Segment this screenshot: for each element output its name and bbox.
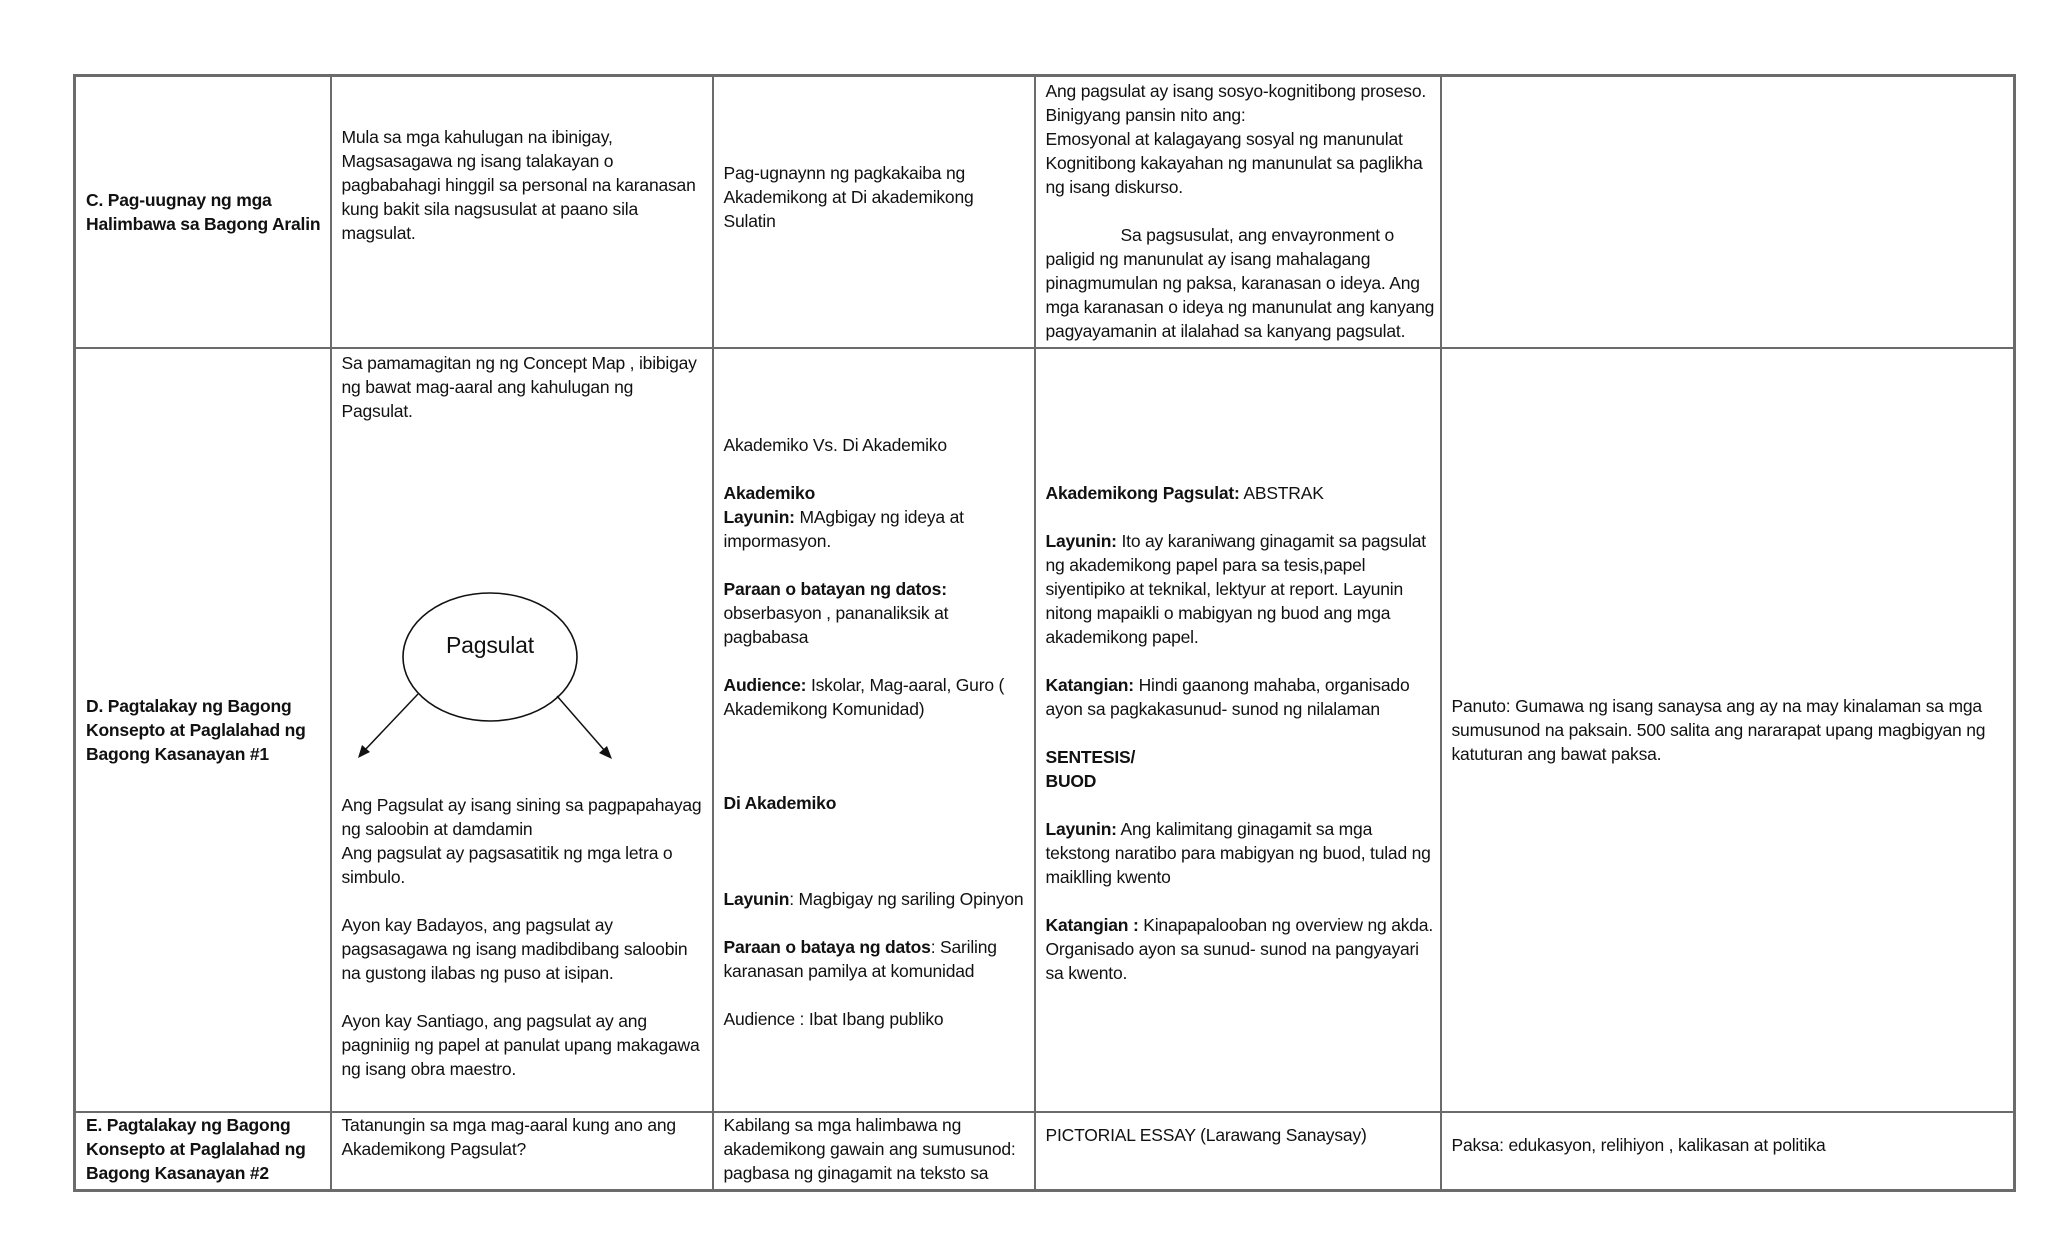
text-line: PICTORIAL ESSAY (Larawang Sanaysay): [1045, 1125, 1367, 1145]
text-line: pinagmumulan ng paksa, karanasan o ideya. Ang: [1045, 273, 1420, 293]
row-c-connection: [713, 76, 1035, 349]
value: MAgbigay ng ideya at: [794, 507, 964, 527]
row-c-activity: [331, 76, 713, 349]
row-e-activity: [331, 1112, 713, 1191]
text-line: pagniniig ng papel at panulat upang makagawa: [341, 1035, 700, 1055]
text-line: Organisado ayon sa sunud- sunod na pangyayari: [1045, 939, 1419, 959]
text-line: Emosyonal at kalagayang sosyal ng manunulat: [1045, 129, 1403, 149]
row-label-d: [75, 348, 331, 1112]
text-line: akademikong papel.: [1045, 627, 1199, 647]
spacer: [724, 839, 1024, 863]
text-line: Akademikong at Di akademikong: [723, 187, 974, 207]
text-line: Panuto: Gumawa ng isang sanaysa ang ay na may kinalaman sa mga: [1451, 696, 1982, 716]
text-line: Ayon kay Santiago, ang pagsulat ay ang: [341, 1011, 647, 1031]
text-line: sa kwento.: [1045, 963, 1128, 983]
text-line: ayon sa pagkakasunud- sunod ng nilalaman: [1045, 699, 1380, 719]
spacer: [1046, 199, 1430, 223]
row-label-line: Halimbawa sa Bagong Aralin: [86, 214, 321, 234]
row-label-line: Konsepto at Paglalahad ng: [86, 1139, 306, 1159]
table-row-c: [75, 76, 2015, 349]
text-line: [1045, 913, 1434, 937]
text-line: Akademikong Komunidad): [723, 699, 925, 719]
row-d-academic-writing: [1035, 348, 1441, 1112]
lesson-plan-table: [73, 74, 2016, 1192]
spacer: [1046, 649, 1430, 673]
text-line: Mula sa mga kahulugan na ibinigay,: [341, 127, 613, 147]
text-line: Kabilang sa mga halimbawa ng: [723, 1115, 962, 1135]
text-line: Sa pagsusulat, ang envayronment o: [1120, 225, 1395, 245]
spacer: [724, 769, 1024, 791]
label: Akademikong Pagsulat:: [1045, 483, 1240, 503]
spacer: [724, 815, 1024, 839]
text-line: katuturan ang bawat paksa.: [1451, 744, 1662, 764]
concept-map-diagram: [342, 423, 702, 793]
text-line: karanasan pamilya at komunidad: [723, 961, 975, 981]
value: Ito ay karaniwang ginagamit sa pagsulat: [1116, 531, 1426, 551]
label: Layunin: [723, 889, 790, 909]
text-line: [1046, 481, 1430, 505]
spacer: [724, 863, 1024, 887]
spacer: [724, 553, 1024, 577]
label: Paraan o bataya ng datos: [723, 937, 931, 957]
concept-map: [342, 423, 702, 793]
table-row-e: [75, 1112, 2015, 1191]
text-line: pagbabasa: [723, 627, 809, 647]
row-d-instruction: [1441, 348, 2015, 1112]
value: ABSTRAK: [1239, 483, 1324, 503]
value: Kinapapalooban ng overview ng akda.: [1138, 915, 1434, 935]
row-d-comparison: [713, 348, 1035, 1112]
row-label-line: Konsepto at Paglalahad ng: [86, 720, 306, 740]
text-line: BUOD: [1045, 771, 1097, 791]
row-c-discussion: [1035, 76, 1441, 349]
text-line: Sa pamamagitan ng ng Concept Map , ibibigay: [341, 353, 697, 373]
row-label-e: [75, 1112, 331, 1191]
label: Layunin:: [1045, 531, 1117, 551]
text-line: [1046, 529, 1430, 553]
text-line: [1046, 673, 1430, 697]
text-line: ng saloobin at damdamin: [341, 819, 533, 839]
label: Layunin:: [723, 507, 795, 527]
value: Ang kalimitang ginagamit sa mga: [1116, 819, 1373, 839]
text-line: Ayon kay Badayos, ang pagsulat ay: [341, 915, 613, 935]
text-line: Tatanungin sa mga mag-aaral kung ano ang: [341, 1115, 676, 1135]
spacer: [342, 889, 702, 913]
text-line: ng isang diskurso.: [1045, 177, 1183, 197]
row-d-activity: [331, 348, 713, 1112]
text-line: magsulat.: [341, 223, 416, 243]
row-e-topics: [1441, 1112, 2015, 1191]
text-line: Binigyang pansin nito ang:: [1045, 105, 1246, 125]
row-e-examples: [713, 1112, 1035, 1191]
spacer: [724, 721, 1024, 745]
text-line: kung bakit sila nagsusulat at paano sila: [341, 199, 639, 219]
text-line: [724, 673, 1024, 697]
text-line: nitong mapaikli o mabigyan ng buod ang mga: [1045, 603, 1391, 623]
text-line: [1046, 817, 1430, 841]
row-c-empty-cell: [1441, 76, 2015, 349]
row-label-line: E. Pagtalakay ng Bagong: [86, 1115, 291, 1135]
text-line: tekstong naratibo para mabigyan ng buod, tulad ng: [1045, 843, 1431, 863]
label: Audience:: [723, 675, 807, 695]
value: : Sariling: [930, 937, 997, 957]
spacer: [1046, 793, 1430, 817]
text-line: ng isang obra maestro.: [341, 1059, 517, 1079]
row-label-line: Bagong Kasanayan #1: [86, 744, 269, 764]
text-line: akademikong gawain ang sumusunod:: [723, 1139, 1016, 1159]
text-line: sumusunod na paksain. 500 salita ang nararapat upang magbigyan ng: [1451, 720, 1986, 740]
spacer: [724, 457, 1024, 481]
akademiko-heading: Akademiko: [723, 483, 816, 503]
di-akademiko-heading: Di Akademiko: [723, 793, 837, 813]
text-line: Kognitibong kakayahan ng manunulat sa paglikha: [1045, 153, 1423, 173]
spacer: [724, 649, 1024, 673]
text-line: Magsasagawa ng isang talakayan o: [341, 151, 614, 171]
spacer: [1046, 505, 1430, 529]
text-line: [724, 505, 1024, 529]
text-line: Audience : Ibat Ibang publiko: [723, 1009, 944, 1029]
spacer: [1046, 721, 1430, 745]
text-line: pagbabahagi hinggil sa personal na karanasan: [341, 175, 696, 195]
label: Katangian :: [1045, 915, 1139, 935]
row-e-pictorial-essay: [1035, 1112, 1441, 1191]
text-line: Paraan o batayan ng datos:: [723, 579, 947, 599]
spacer: [724, 983, 1024, 1007]
row-label-c: [75, 76, 331, 349]
value: Hindi gaanong mahaba, organisado: [1133, 675, 1410, 695]
text-line: [724, 887, 1024, 911]
value: Iskolar, Mag-aaral, Guro (: [806, 675, 1005, 695]
label: Katangian:: [1045, 675, 1134, 695]
row-label-line: C. Pag-uugnay ng mga: [86, 190, 272, 210]
spacer: [342, 985, 702, 1009]
text-line: impormasyon.: [723, 531, 831, 551]
concept-map-arrow-left: [364, 694, 418, 751]
text-line: pagsasagawa ng isang madibdibang saloobin: [341, 939, 688, 959]
text-line: Paksa: edukasyon, relihiyon , kalikasan at politika: [1451, 1135, 1826, 1155]
row-label-line: D. Pagtalakay ng Bagong: [86, 696, 292, 716]
text-line: obserbasyon , pananaliksik at: [723, 603, 949, 623]
row-label-line: Bagong Kasanayan #2: [86, 1163, 269, 1183]
text-line: ng bawat mag-aaral ang kahulugan ng: [341, 377, 634, 397]
text-line: pagbasa ng ginagamit na teksto sa: [723, 1163, 989, 1183]
spacer: [1046, 889, 1430, 913]
text-line: na gustong ilabas ng puso at isipan.: [341, 963, 614, 983]
text-line: mga karanasan o ideya ng manunulat ang kanyang: [1045, 297, 1435, 317]
text-line: maiklling kwento: [1045, 867, 1171, 887]
text-line: siyentipiko at teknikal, lektyur at report. Layunin: [1045, 579, 1403, 599]
text-line: Pag-ugnaynn ng pagkakaiba ng: [723, 163, 966, 183]
concept-map-arrow-right: [557, 696, 605, 751]
spacer: [724, 911, 1024, 935]
text-line: simbulo.: [341, 867, 406, 887]
text-line: SENTESIS/: [1045, 747, 1136, 767]
text-line: [724, 935, 1024, 959]
text-line: pagyayamanin at ilalahad sa kanyang pagsulat.: [1045, 321, 1406, 341]
text-line: ng akademikong papel para sa tesis,papel: [1045, 555, 1366, 575]
text-line: Akademikong Pagsulat?: [341, 1139, 527, 1159]
concept-map-label: Pagsulat: [445, 632, 534, 658]
arrowhead-right-icon: [599, 746, 612, 759]
comparison-title: Akademiko Vs. Di Akademiko: [723, 435, 947, 455]
table-row-d: [75, 348, 2015, 1112]
text-line: paligid ng manunulat ay isang mahalagang: [1045, 249, 1371, 269]
text-line: Sulatin: [723, 211, 776, 231]
label: Layunin:: [1045, 819, 1117, 839]
spacer: [724, 745, 1024, 769]
text-line: Ang pagsulat ay pagsasatitik ng mga letra o: [341, 843, 673, 863]
text-line: Ang pagsulat ay isang sosyo-kognitibong proseso.: [1045, 81, 1427, 101]
value: : Magbigay ng sariling Opinyon: [789, 889, 1024, 909]
text-line: Pagsulat.: [341, 401, 413, 421]
text-line: Ang Pagsulat ay isang sining sa pagpapahayag: [341, 795, 702, 815]
